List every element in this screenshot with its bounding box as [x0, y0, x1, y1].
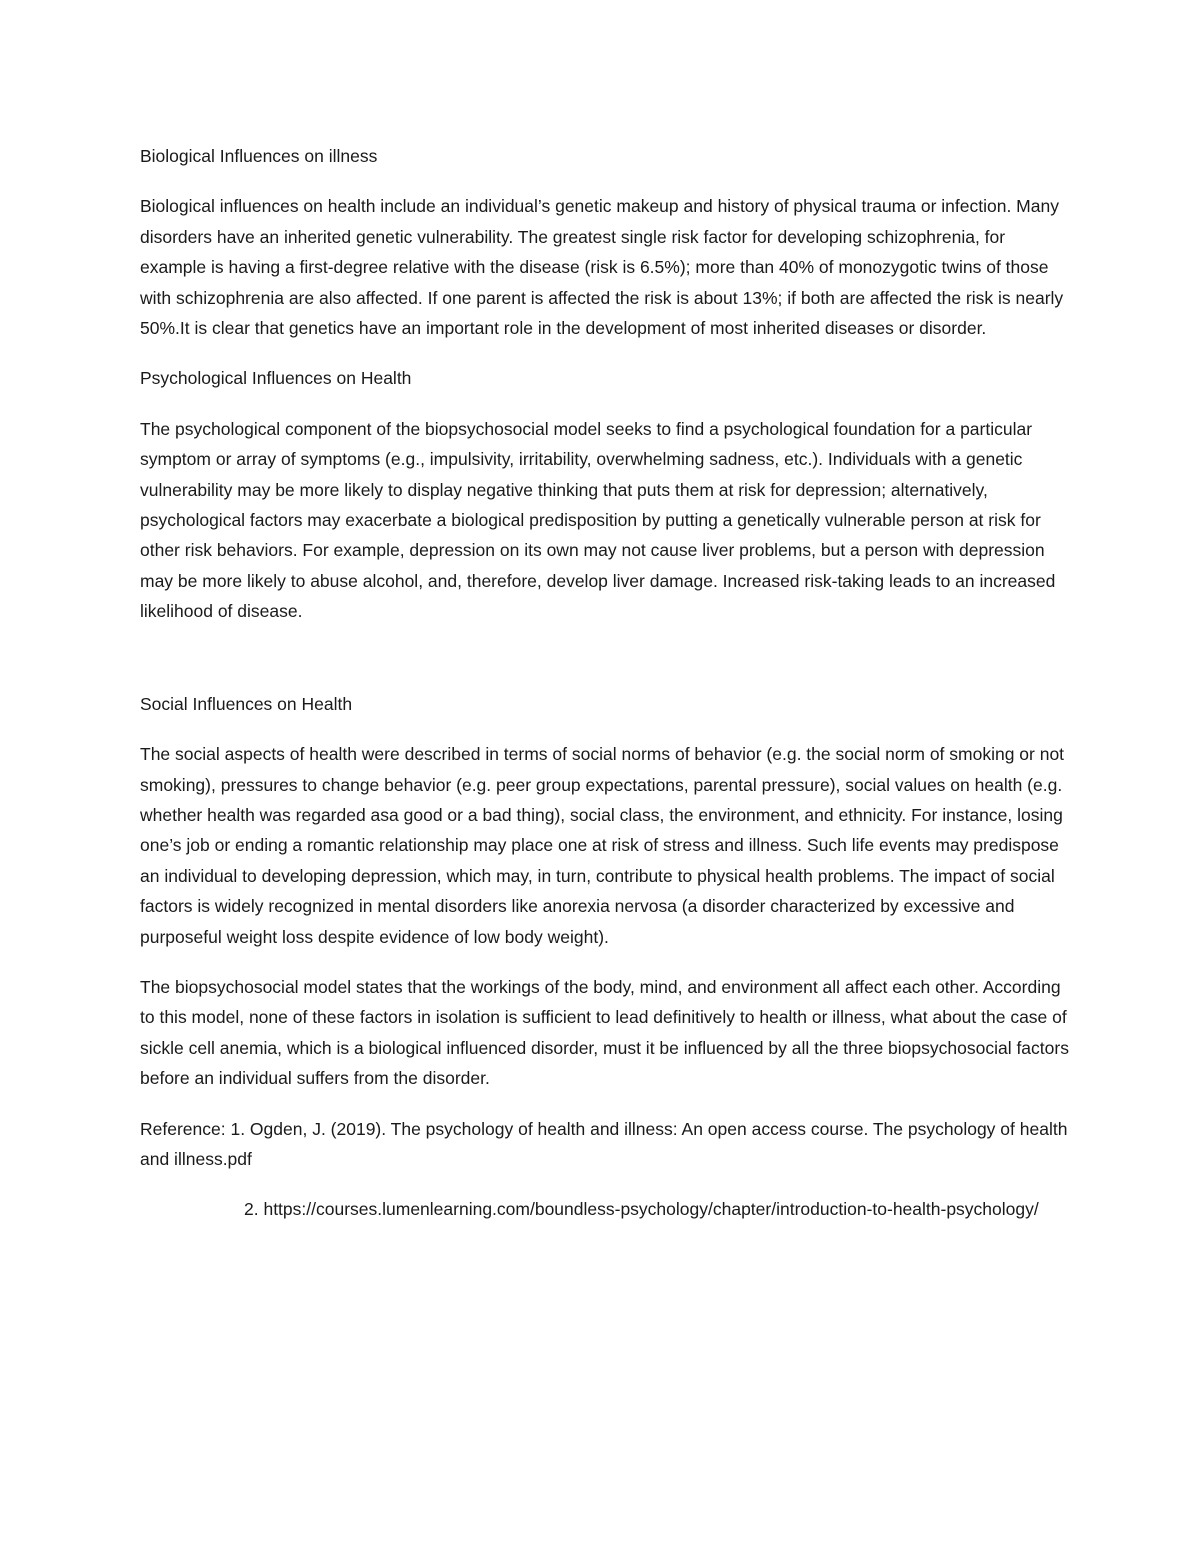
reference-2-url: 2. https://courses.lumenlearning.com/boundless-psychology/chapter/introduction-to-health-psychology/	[244, 1199, 1039, 1220]
heading-biological-influences: Biological Influences on illness	[140, 146, 378, 166]
paragraph-biological: Biological influences on health include an individual’s genetic makeup and history of physical trauma or infection. Many disorders have an inherited genetic vulnerability. The greatest single risk factor for developing schizophrenia, for example is having a first-degree relative with the disease (risk is 6.5%); more than 40% of monozygotic twins of those with schizophrenia are also affected. If one parent is affected the risk is about 13%; if both are affected the risk is nearly 50%.It is clear that genetics have an important role in the development of most inherited diseases or disorder.	[140, 196, 1064, 339]
paragraph-biopsychosocial-model: The biopsychosocial model states that the workings of the body, mind, and environment all affect each other. According to this model, none of these factors in isolation is sufficient to lead definitively to health or illness, what about the case of sickle cell anemia, which is a biological influenced disorder, must it be influenced by all the three biopsychosocial factors before an individual suffers from the disorder.	[140, 976, 1069, 1089]
blank-spacer	[140, 647, 1070, 689]
heading-social-influences: Social Influences on Health	[140, 693, 353, 714]
document-page	[140, 141, 1070, 1225]
paragraph-social: The social aspects of health were described in terms of social norms of behavior (e.g. the social norm of smoking or not smoking), pressures to change behavior (e.g. peer group expectations, parental pressure), social values on health (e.g. whether health was regarded asa good or a bad thing), social class, the environment, and ethnicity. For instance, losing one’s job or ending a romantic relationship may place one at risk of stress and illness. Such life events may predispose an individual to developing depression, which may, in turn, contribute to physical health problems. The impact of social factors is widely recognized in mental disorders like anorexia nervosa (a disorder characterized by excessive and purposeful weight loss despite evidence of low body weight).	[140, 744, 1065, 947]
heading-psychological-influences: Psychological Influences on Health	[140, 368, 412, 389]
reference-1: Reference: 1. Ogden, J. (2019). The psychology of health and illness: An open access course. The psychology of health and illness.pdf	[140, 1118, 1068, 1169]
paragraph-psychological: The psychological component of the biopsychosocial model seeks to find a psychological foundation for a particular symptom or array of symptoms (e.g., impulsivity, irritability, overwhelming sadness, etc.). Individuals with a genetic vulnerability may be more likely to display negative thinking that puts them at risk for depression; alternatively, psychological factors may exacerbate a biological predisposition by putting a genetically vulnerable person at risk for other risk behaviors. For example, depression on its own may not cause liver problems, but a person with depression may be more likely to abuse alcohol, and, therefore, develop liver damage. Increased risk-taking leads to an increased likelihood of disease.	[140, 418, 1056, 622]
